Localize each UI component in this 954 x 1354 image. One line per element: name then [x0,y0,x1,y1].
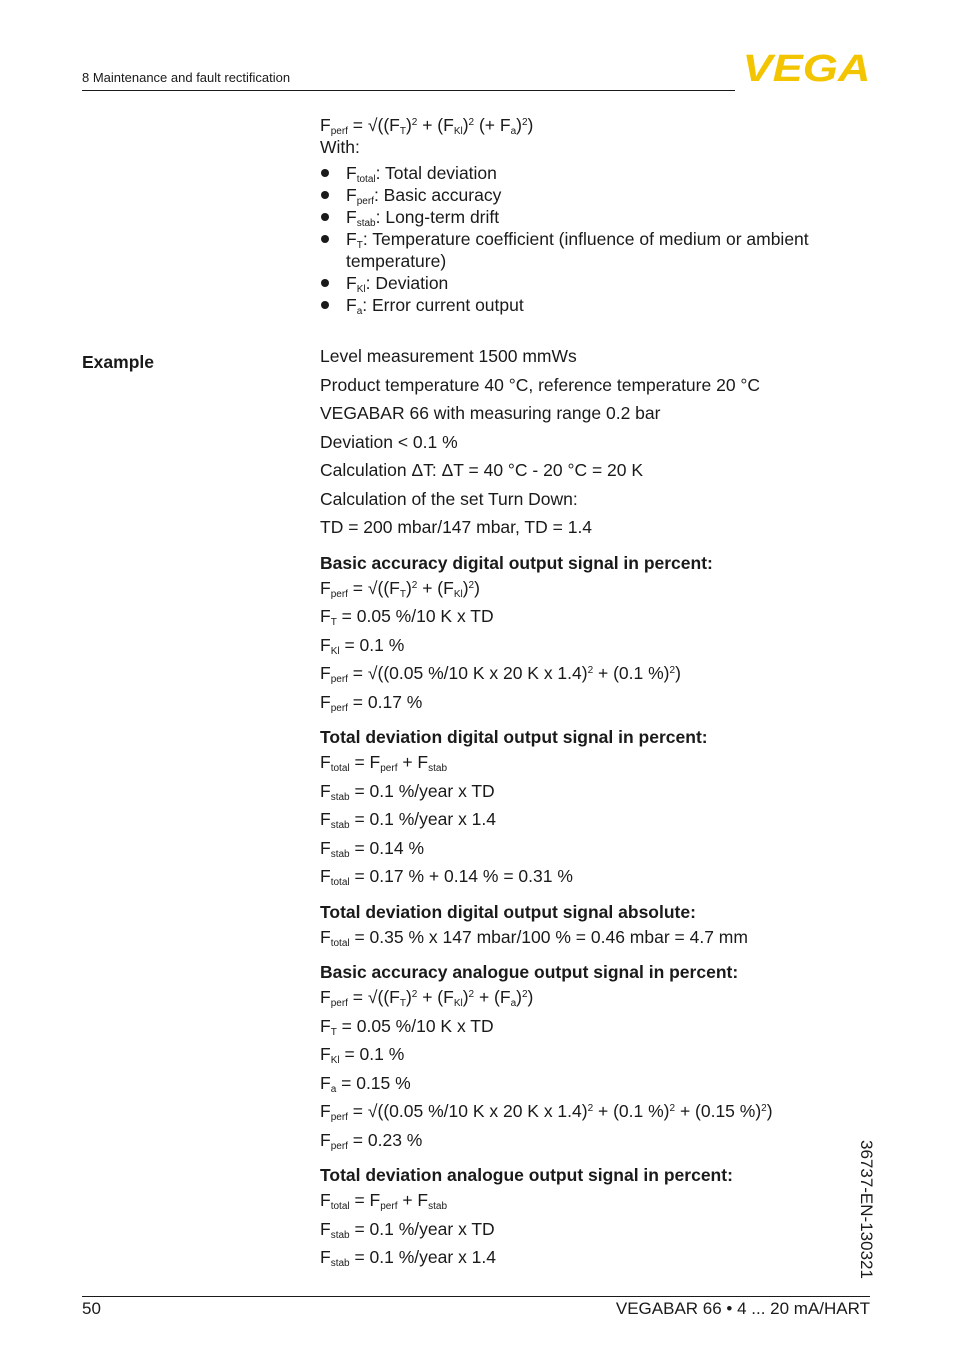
page-number: 50 [82,1299,101,1318]
example-line: Calculation ΔT: ΔT = 40 °C - 20 °C = 20 K [320,460,644,480]
footer-product: VEGABAR 66 • 4 ... 20 mA/HART [615,1299,870,1318]
list-item: $F_{Kl}$: Deviation [320,272,840,294]
formula-line: $F_{Kl} = 0.1$ % [320,634,405,657]
with-label: With: [320,137,360,157]
formula-line: $F_{stab} = 0.1$ %/year x 1.4 [320,1247,497,1269]
document-code: 36737-EN-130321 [857,1140,876,1279]
example-line: Level measurement 1500 mmWs [320,346,577,366]
formula-line: $F_{perf} = √((0.05$ %/10 K x 20 K x 1.4)$^2$ + (0.1 %)$^2$ + (0.15 %)$^2$) [320,1101,773,1123]
list-item: $F_{perf}$: Basic accuracy [320,184,840,206]
formula-line: $F_{perf} = √((F_T)^2 + (F_{Kl})^2)$ [320,577,480,600]
formula-line: $F_{perf} = √((0.05$ %/10 K x 20 K x 1.4)$^2$ + (0.1 %)$^2$) [320,663,681,685]
formula-line: $F_{total} = F_{perf} + F_{stab}$ [320,752,448,774]
example-line: VEGABAR 66 with measuring range 0.2 bar [320,403,661,423]
header-rule [82,90,735,91]
example-line: TD = 200 mbar/147 mbar, TD = 1.4 [320,517,593,537]
section-heading: Basic accuracy analogue output signal in percent: [320,962,739,982]
formula-line: $F_T = 0.05$ %/10 K x TD [320,606,494,628]
main-content [320,114,840,1272]
section-heading: Total deviation digital output signal absolute: [320,901,696,922]
vega-logo [741,52,872,84]
logo-text: VEGA [742,52,871,84]
example-line: Deviation < 0.1 % [320,431,458,452]
formula-line: $F_{perf} = 0.17$ % [320,691,423,714]
example-line: Calculation of the set Turn Down: [320,488,578,509]
formula-line: $F_a = 0.15$ % [320,1072,411,1095]
list-item: $F_{total}$: Total deviation [320,162,840,184]
section-heading: Basic accuracy digital output signal in percent: [320,552,713,573]
section-heading: Total deviation analogue output signal in percent: [320,1165,733,1185]
formula-line: $F_{Kl} = 0.1$ % [320,1044,405,1066]
formula-line: $F_{perf} = 0.23$ % [320,1129,423,1152]
list-item: $F_T$: Temperature coefficient (influence of medium or ambient temperature) [320,228,846,272]
list-item: $F_a$: Error current output [320,294,840,316]
footer-rule [82,1296,870,1297]
formula-line: $F_{stab} = 0.1$ %/year x TD [320,780,495,803]
formula-line: $F_{stab} = 0.14$ % [320,837,425,860]
example-label: Example [82,352,154,372]
formula-line: $F_{stab} = 0.1$ %/year x TD [320,1218,495,1241]
symbol-list [320,162,840,316]
formula-line: $F_{total} = 0.35$ % x 147 mbar/100 % = 0.46 mbar = 4.7 mm [320,926,748,949]
header-section-title: 8 Maintenance and fault rectification [82,70,291,85]
section-heading: Total deviation digital output signal in percent: [320,727,708,747]
formula-line: $F_{perf} = √((F_T)^2 + (F_{Kl})^2 + (F_a)^2)$ [320,987,534,1009]
formula-line: $F_{total} = 0.17$ % + 0.14 % = 0.31 % [320,866,573,888]
formula-line: $F_T = 0.05$ %/10 K x TD [320,1015,494,1038]
example-line: Product temperature 40 °C, reference temperature 20 °C [320,374,761,395]
list-item: $F_{stab}$: Long-term drift [320,206,840,228]
formula-line: $F_{stab} = 0.1$ %/year x 1.4 [320,809,497,831]
formula-line: $F_{total} = F_{perf} + F_{stab}$ [320,1190,448,1212]
formula-perf-general: $F_{perf} = √((F_T)^2 + (F_{Kl})^2$ (+ $F_a)^2$) [320,115,534,137]
